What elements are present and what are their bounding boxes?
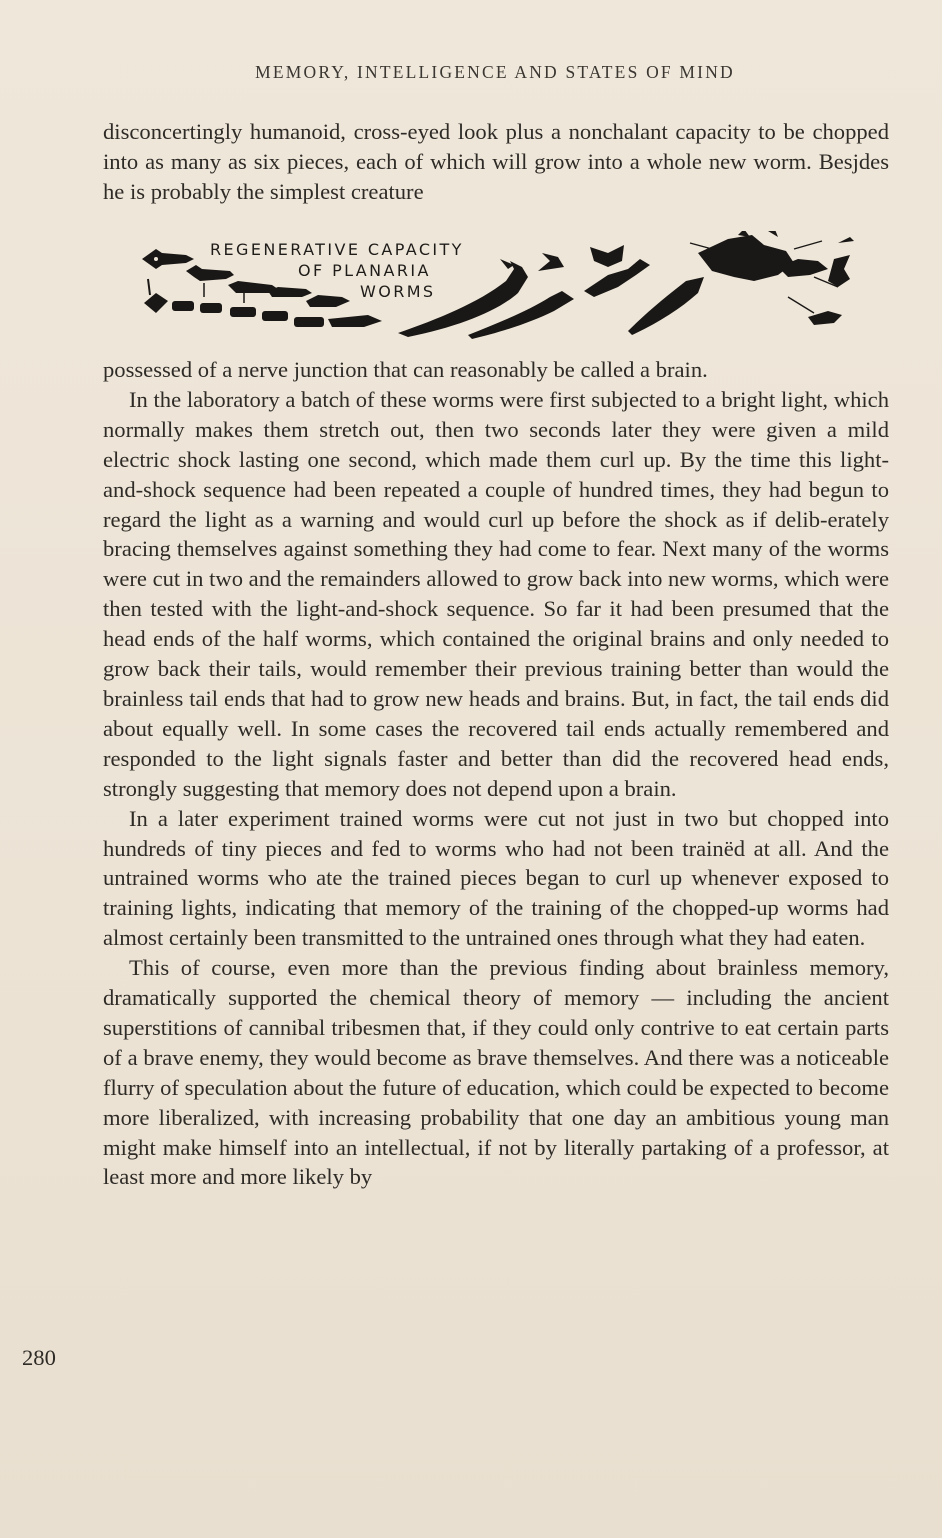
figure-caption-line-1: REGENERATIVE CAPACITY xyxy=(210,240,464,259)
text-block-bottom xyxy=(103,355,889,1192)
paragraph: In a later experiment trained worms were cut not just in two but chopped into hundreds of tiny pieces and fed to worms who had not been trainëd at all. And the untrained worms who ate the trained pieces began to curl up whenever exposed to training lights, indicating that memory of the training of the chopped-up worms had almost certainly been transmitted to the untrained ones through what they had eaten. xyxy=(103,805,889,951)
paragraph: disconcertingly humanoid, cross-eyed look plus a nonchalant capacity to be chopped into as many as six pieces, each of which will grow into a whole new worm. Besjdes he is probably the simplest creature xyxy=(103,119,889,204)
running-head: MEMORY, INTELLIGENCE AND STATES OF MIND xyxy=(255,62,735,82)
figure-caption-line-3: WORMS xyxy=(360,282,436,301)
worm-regenerating-right xyxy=(398,231,854,339)
figure-caption-line-2: OF PLANARIA xyxy=(298,261,431,280)
paragraph: This of course, even more than the previous finding about brainless memory, dramatically supported the chemical theory of memory — including the ancient superstitions of cannibal tribesmen that, if they could only contrive to eat certain parts of a brave enemy, they would become as brave themselves. And there was a noticeable flurry of speculation about the future of education, which could be expected to become more liberalized, with increasing probability that one day an ambitious young man might make himself into an intellectual, if not by literally partaking of a professor, at least more and more likely by xyxy=(103,955,889,1190)
text-block-top xyxy=(103,117,889,207)
page-number: 280 xyxy=(22,1345,56,1370)
paragraph: possessed of a nerve junction that can reasonably be called a brain. xyxy=(103,357,708,382)
planaria-illustration xyxy=(138,231,858,341)
paragraph: In the laboratory a batch of these worms were first subjected to a bright light, which normally makes them stretch out, then two seconds later they were given a mild electric shock lasting one second, which made them curl up. By the time this light-and-shock sequence had been repeated a couple of hundred times, they had begun to regard the light as a warning and would curl up before the shock as if delib-erately bracing themselves against something they had come to fear. Next many of the worms were cut in two and the remainders allowed to grow back into new worms, which were then tested with the light-and-shock sequence. So far it had been presumed that the head ends of the half worms, which contained the original brains and only needed to grow back their tails, would remember their previous training better than would the brainless tail ends that had to grow new heads and brains. But, in fact, the tail ends did about equally well. In some cases the recovered tail ends actually remembered and responded to the light signals faster and better than did the recovered head ends, strongly suggesting that memory does not depend upon a brain. xyxy=(103,386,889,801)
